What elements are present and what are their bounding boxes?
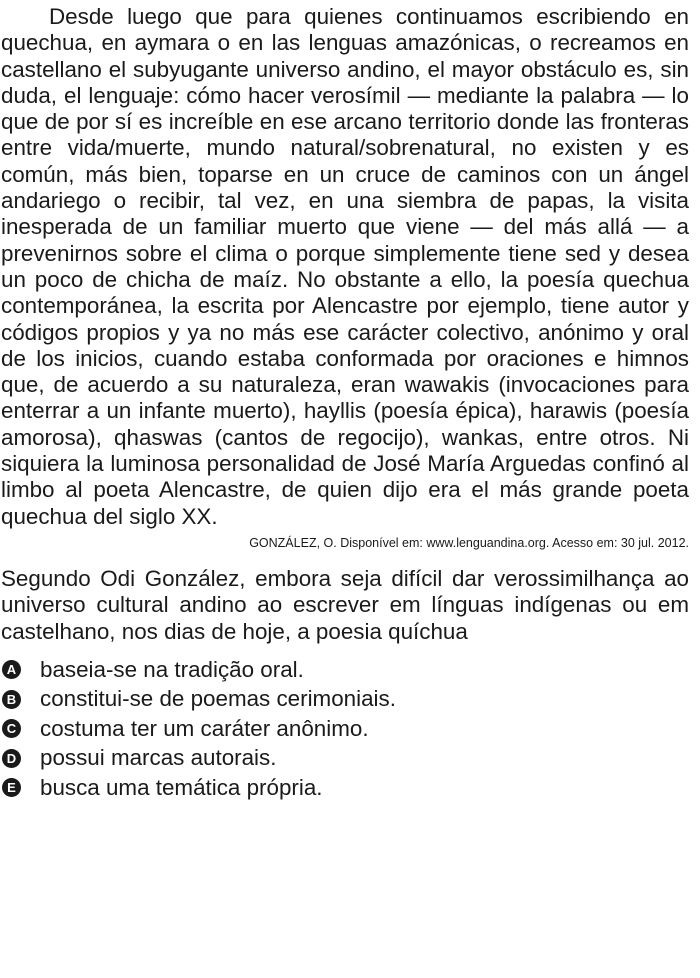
option-d-letter-badge: D <box>2 749 21 768</box>
answer-options <box>1 655 689 803</box>
source-citation: GONZÁLEZ, O. Disponível em: www.lenguandina.org. Acesso em: 30 jul. 2012. <box>249 535 689 550</box>
option-e[interactable] <box>1 773 689 803</box>
option-b-letter-badge: B <box>2 690 21 709</box>
option-a-text: baseia-se na tradição oral. <box>40 656 304 682</box>
option-a[interactable] <box>1 655 689 685</box>
option-a-letter-badge: A <box>2 660 21 679</box>
option-c-text: costuma ter um caráter anônimo. <box>40 715 369 741</box>
option-b-text: constitui-se de poemas cerimoniais. <box>40 686 396 712</box>
option-d[interactable] <box>1 743 689 773</box>
question-stem: Segundo Odi González, embora seja difícil dar verossimilhança ao universo cultural andino ao escrever em línguas indígenas ou em castelhano, nos dias de hoje, a poesia quíchua <box>1 565 689 644</box>
option-e-text: busca uma temática própria. <box>40 774 323 800</box>
option-c-letter-badge: C <box>2 719 21 738</box>
option-c[interactable] <box>1 714 689 744</box>
option-b[interactable] <box>1 684 689 714</box>
option-d-text: possui marcas autorais. <box>40 745 277 771</box>
option-e-letter-badge: E <box>2 778 21 797</box>
reading-passage: Desde luego que para quienes continuamos escribiendo en quechua, en aymara o en las lenguas amazónicas, o recreamos en castellano el subyugante universo andino, el mayor obstáculo es, sin duda, el lenguaje: cómo hacer verosímil — mediante la palabra — lo que de por sí es increíble en ese arcano territorio donde las fronteras entre vida/muerte, mundo natural/sobrenatural, no existen y es común, más bien, toparse en un cruce de caminos con un ángel andariego o recibir, tal vez, en una siembra de papas, la visita inesperada de un familiar muerto que viene — del más allá — a prevenirnos sobre el clima o porque simplemente tiene sed y desea un poco de chicha de maíz. No obstante a ello, la poesía quechua contemporánea, la escrita por Alencastre por ejemplo, tiene autor y códigos propios y ya no más ese carácter colectivo, anónimo y oral de los inicios, cuando estaba conformada por oraciones e himnos que, de acuerdo a su naturaleza, eran wawakis (invocaciones para enterrar a un infante muerto), hayllis (poesía épica), harawis (poesía amorosa), qhaswas (cantos de regocijo), wankas, entre otros. Ni siquiera la luminosa personalidad de José María Arguedas confinó al limbo al poeta Alencastre, de quien dijo era el más grande poeta quechua del siglo XX. <box>1 4 689 529</box>
